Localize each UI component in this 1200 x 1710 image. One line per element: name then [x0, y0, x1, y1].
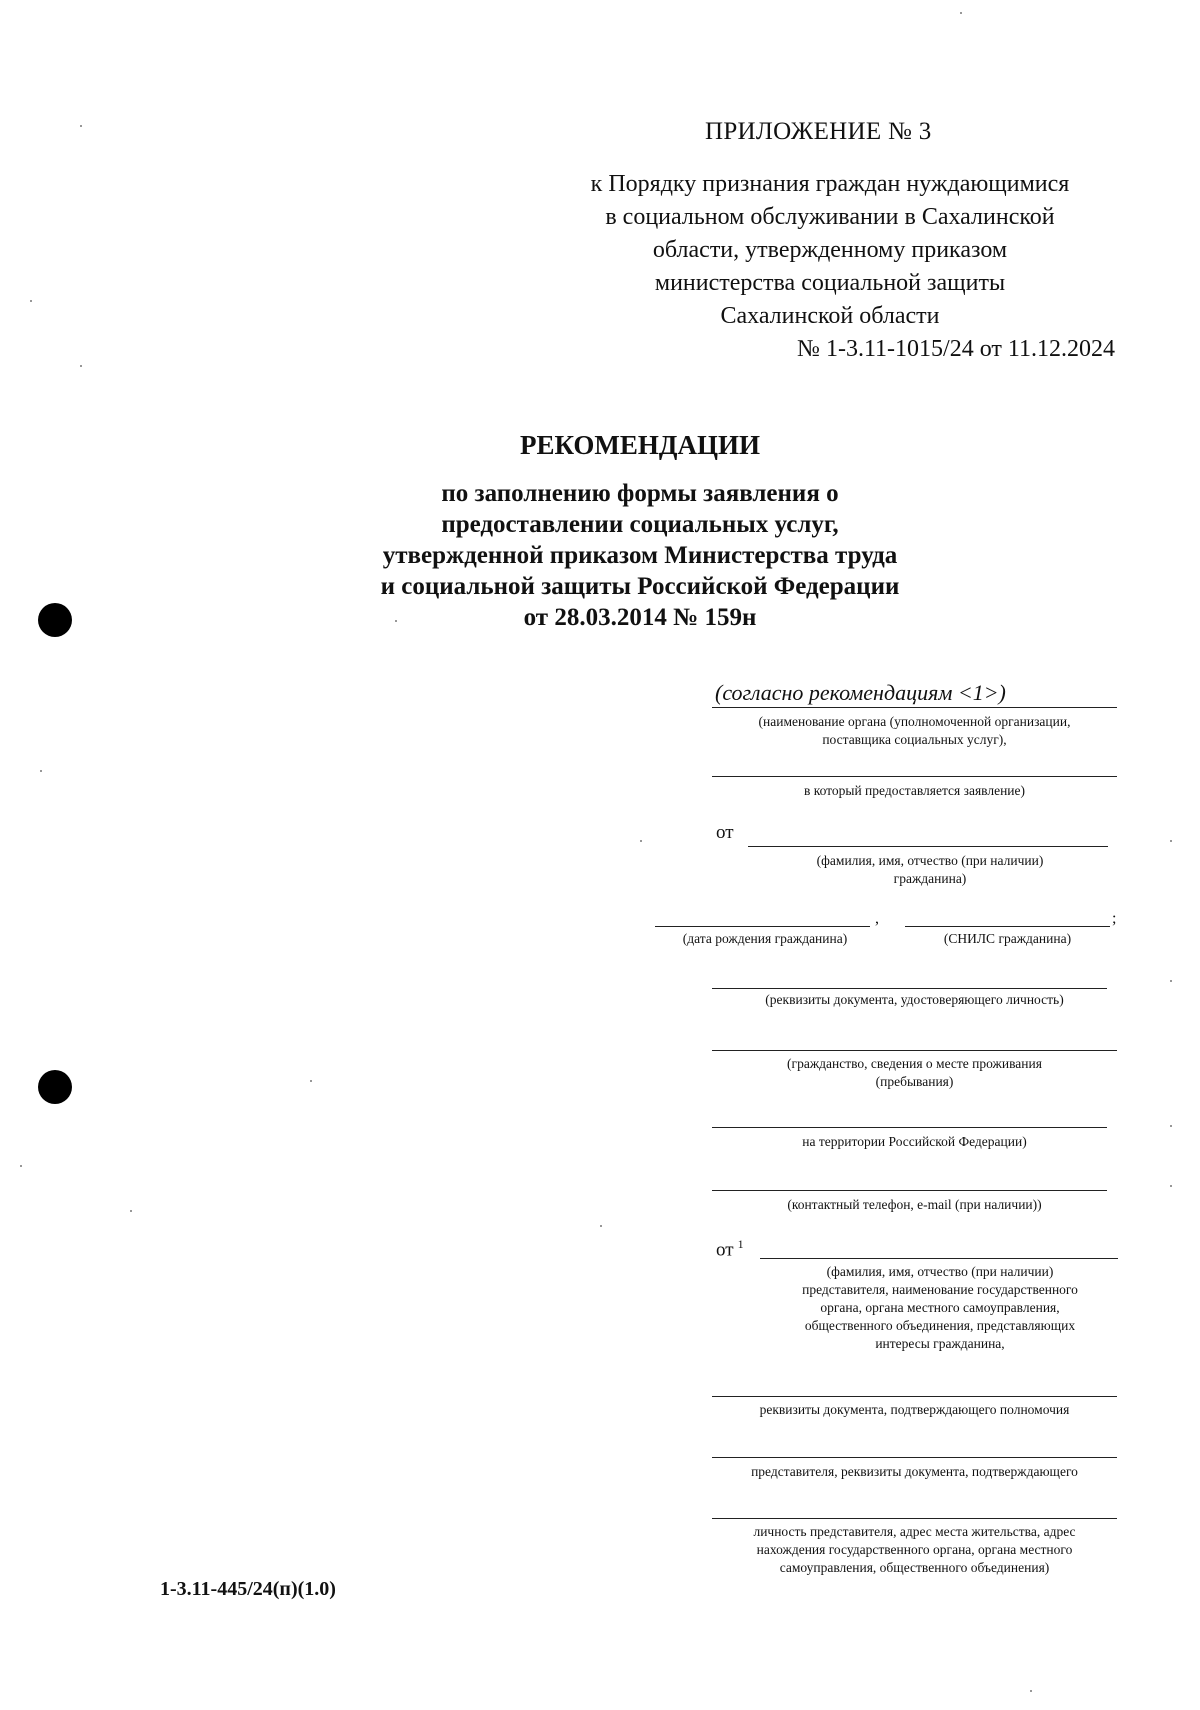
caption-line: (фамилия, имя, отчество (при наличии) [816, 853, 1044, 868]
scan-speck [40, 770, 42, 772]
caption-line: (фамилия, имя, отчество (при наличии) [826, 1264, 1054, 1279]
appendix-title: ПРИЛОЖЕНИЕ № 3 [705, 118, 932, 145]
rep-address-line [712, 1518, 1117, 1519]
scan-speck [1170, 980, 1172, 982]
rep-address-caption [712, 1523, 1117, 1577]
footnote-marker: 1 [737, 1237, 744, 1251]
scan-speck [1030, 1690, 1032, 1692]
caption-line: интересы гражданина, [875, 1336, 1005, 1351]
scan-speck [130, 1210, 132, 1212]
citizen-name-line [748, 846, 1108, 847]
snils-caption: (СНИЛС гражданина) [943, 931, 1072, 946]
scan-speck [600, 1225, 602, 1227]
caption-line: поставщика социальных услуг), [822, 732, 1007, 747]
scan-speck [80, 365, 82, 367]
scan-speck [1170, 1185, 1172, 1187]
scan-speck [80, 125, 82, 127]
recipient-line [712, 707, 1117, 708]
document-code: 1-3.11-445/24(п)(1.0) [160, 1578, 336, 1600]
rep-from-text: от [716, 1239, 734, 1261]
caption-line: общественного объединения, представляющих [804, 1318, 1076, 1333]
scan-speck [1170, 840, 1172, 842]
punch-hole-bottom [38, 1070, 72, 1104]
rep-name-line [760, 1258, 1118, 1259]
caption-line: гражданина) [893, 871, 967, 886]
caption-line: органа, органа местного самоуправления, [820, 1300, 1060, 1315]
scan-speck [960, 12, 962, 14]
recipient-caption [712, 713, 1117, 749]
territory-caption: на территории Российской Федерации) [802, 1134, 1027, 1149]
appendix-line: в социальном обслуживании в Сахалинской [605, 204, 1055, 230]
id-doc-line [712, 988, 1107, 989]
contact-line [712, 1190, 1107, 1191]
scan-speck [20, 1165, 22, 1167]
punch-hole-top [38, 603, 72, 637]
caption-line: представителя, наименование государственного [802, 1282, 1078, 1297]
appendix-block [545, 168, 1115, 366]
recipient-line-2 [712, 776, 1117, 777]
citizenship-line [712, 1050, 1117, 1051]
birth-date-caption: (дата рождения гражданина) [682, 931, 848, 946]
caption-line: самоуправления, общественного объединения) [779, 1560, 1050, 1575]
citizen-name-caption [760, 852, 1100, 888]
caption-line: личность представителя, адрес места жительства, адрес [753, 1524, 1076, 1539]
subtitle-line: от 28.03.2014 № 159н [523, 604, 757, 631]
citizenship-caption [712, 1055, 1117, 1091]
scan-speck [395, 620, 397, 622]
separator-comma: , [875, 910, 879, 927]
appendix-line: к Порядку признания граждан нуждающимися [590, 171, 1070, 197]
from-label: от [716, 822, 734, 843]
subtitle-line: по заполнению формы заявления о [441, 480, 839, 507]
caption-line: нахождения государственного органа, органа местного [756, 1542, 1073, 1557]
submitted-caption: в который предоставляется заявление) [803, 783, 1026, 798]
recommendations-title: РЕКОМЕНДАЦИИ [520, 430, 760, 460]
appendix-line: Сахалинской области [720, 303, 940, 329]
subtitle-line: утвержденной приказом Министерства труда [382, 542, 898, 569]
subtitle-line: и социальной защиты Российской Федерации [380, 573, 900, 600]
recommendations-subtitle [280, 478, 1000, 633]
rep-name-caption [765, 1263, 1115, 1353]
caption-line: (наименование органа (уполномоченной организации, [758, 714, 1071, 729]
contact-caption: (контактный телефон, e-mail (при наличии)) [787, 1197, 1042, 1212]
rep-doc-caption: реквизиты документа, подтверждающего полномочия [759, 1402, 1070, 1417]
appendix-line: области, утвержденному приказом [652, 237, 1008, 263]
rep-from-label [716, 1237, 744, 1261]
scan-speck [640, 840, 642, 842]
appendix-line: министерства социальной защиты [654, 270, 1006, 296]
recipient-hint: (согласно рекомендациям <1>) [715, 680, 1006, 705]
separator-comma: ; [1112, 910, 1117, 927]
rep-doc-line [712, 1396, 1117, 1397]
appendix-order-ref: № 1-3.11-1015/24 от 11.12.2024 [797, 336, 1115, 362]
caption-line: (гражданство, сведения о месте проживания [787, 1056, 1042, 1071]
scan-speck [310, 1080, 312, 1082]
territory-line [712, 1127, 1107, 1128]
snils-line [905, 926, 1110, 927]
scan-speck [30, 300, 32, 302]
id-doc-caption: (реквизиты документа, удостоверяющего личность) [765, 992, 1064, 1007]
subtitle-line: предоставлении социальных услуг, [441, 511, 839, 538]
scan-speck [1170, 1125, 1172, 1127]
rep-id-line [712, 1457, 1117, 1458]
birth-date-line [655, 926, 870, 927]
caption-line: (пребывания) [875, 1074, 954, 1089]
rep-id-caption: представителя, реквизиты документа, подтверждающего [751, 1464, 1078, 1479]
